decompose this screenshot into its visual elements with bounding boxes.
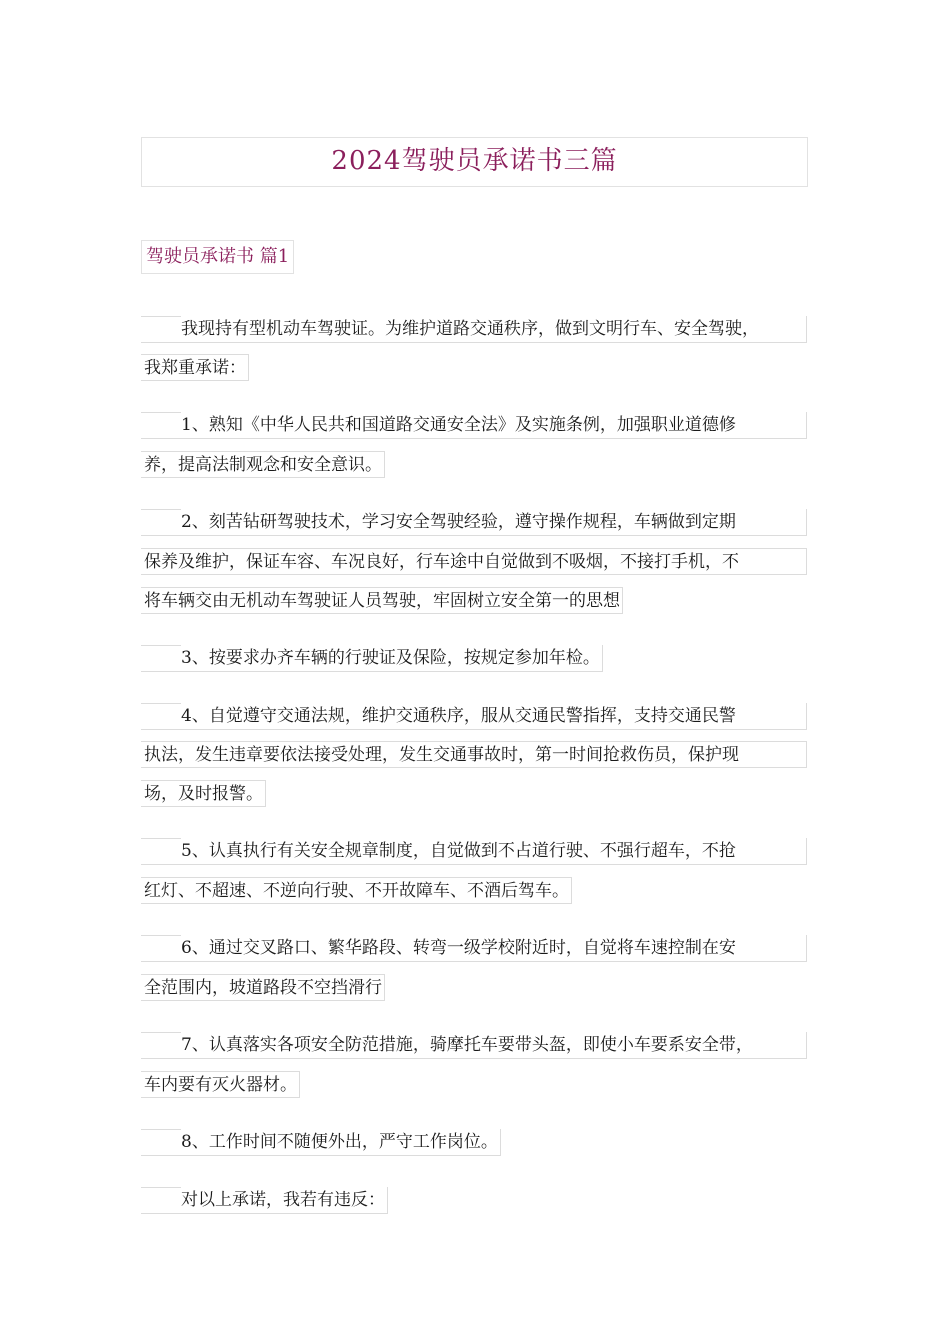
paragraph-line: 红灯、不超速、不逆向行驶、不开故障车、不酒后驾车。 [141,877,572,904]
paragraph-line: 养，提高法制观念和安全意识。 [141,451,385,478]
paragraph-line: 执法，发生违章要依法接受处理，发生交通事故时，第一时间抢救伤员，保护现 [141,741,807,768]
paragraph-line: 场，及时报警。 [141,780,266,807]
paragraph-line: 1、熟知《中华人民共和国道路交通安全法》及实施条例，加强职业道德修 [141,412,807,439]
paragraph-line: 保养及维护，保证车容、车况良好，行车途中自觉做到不吸烟，不接打手机，不 [141,548,807,575]
paragraph-line: 6、通过交叉路口、繁华路段、转弯一级学校附近时，自觉将车速控制在安 [141,935,807,962]
paragraph-line: 对以上承诺，我若有违反： [141,1187,388,1214]
paragraph-line: 4、自觉遵守交通法规，维护交通秩序，服从交通民警指挥，支持交通民警 [141,703,807,730]
paragraph-line: 2、刻苦钻研驾驶技术，学习安全驾驶经验，遵守操作规程，车辆做到定期 [141,509,807,536]
paragraph-line: 8、工作时间不随便外出，严守工作岗位。 [141,1129,501,1156]
paragraph-line: 5、认真执行有关安全规章制度，自觉做到不占道行驶、不强行超车，不抢 [141,838,807,865]
paragraph-line: 将车辆交由无机动车驾驶证人员驾驶，牢固树立安全第一的思想 [141,587,623,614]
paragraph-line: 车内要有灭火器材。 [141,1071,300,1098]
document-title: 2024驾驶员承诺书三篇 [141,137,808,187]
paragraph-line: 我郑重承诺： [141,354,249,381]
section-heading: 驾驶员承诺书 篇1 [141,240,294,274]
paragraph-line: 我现持有型机动车驾驶证。为维护道路交通秩序，做到文明行车、安全驾驶， [141,316,807,343]
paragraph-line: 全范围内，坡道路段不空挡滑行 [141,974,385,1001]
paragraph-line: 7、认真落实各项安全防范措施，骑摩托车要带头盔，即使小车要系安全带， [141,1032,807,1059]
paragraph-line: 3、按要求办齐车辆的行驶证及保险，按规定参加年检。 [141,645,603,672]
